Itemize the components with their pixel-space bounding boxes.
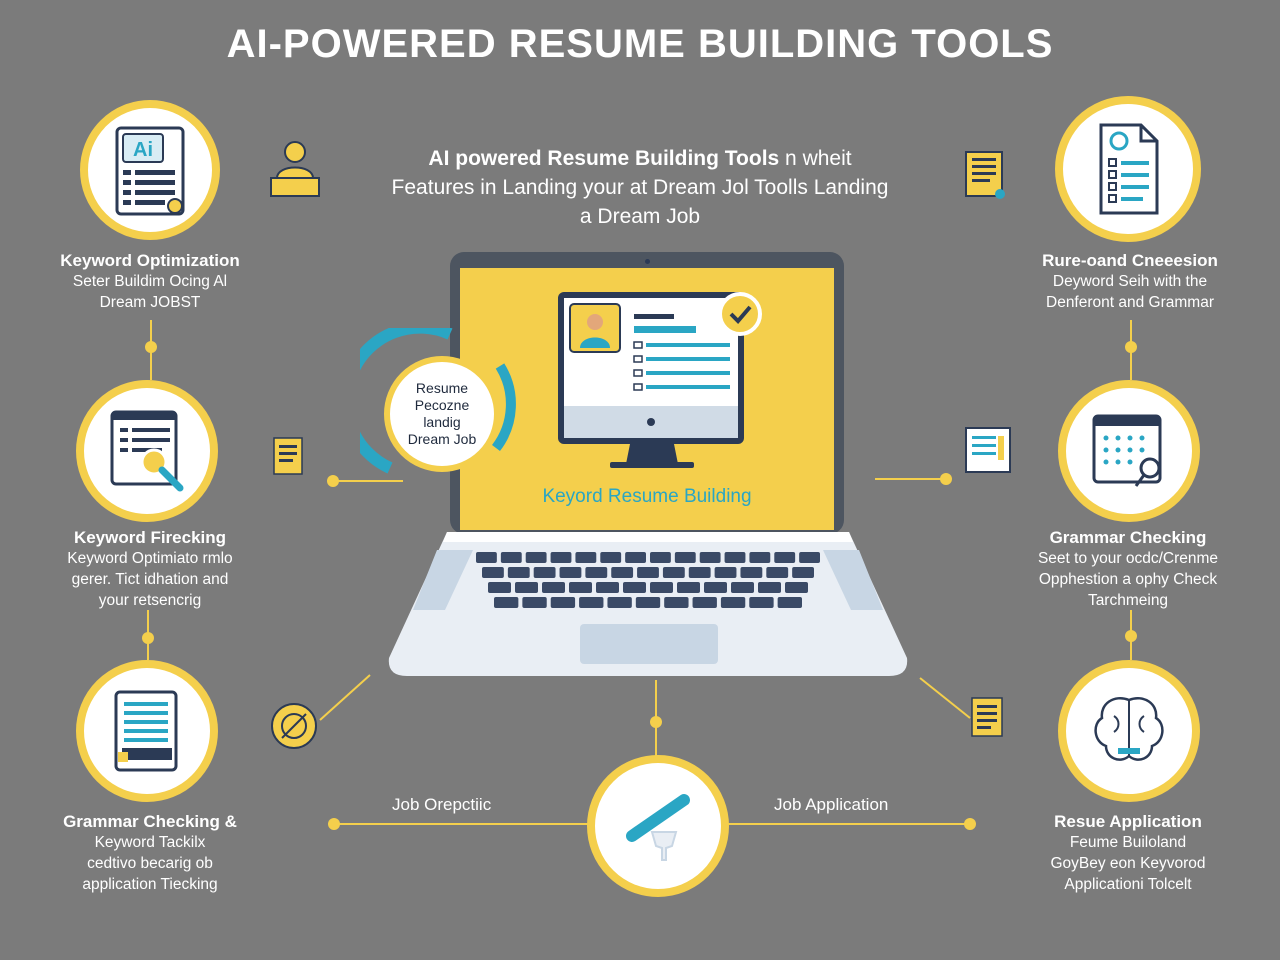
keyboard-key [650, 552, 671, 563]
resume-cohesion-text [1000, 250, 1260, 313]
keyboard-key [542, 582, 565, 593]
grammar-keyword-circle [76, 660, 218, 802]
keyboard-key [560, 567, 582, 578]
keyboard-key [704, 582, 727, 593]
feature-line: your retsencrig [98, 592, 202, 609]
keyboard-key [515, 582, 538, 593]
keyboard-key [526, 552, 547, 563]
keyboard-key [650, 582, 673, 593]
bottom-left-label: Job Orepctiic [392, 795, 492, 814]
feature-line: Seet to your ocdc/Crenme [1037, 550, 1219, 567]
keyboard-key [501, 552, 522, 563]
keyboard-key [677, 582, 700, 593]
feature-line: Keyword Optimiato rmlo [67, 550, 233, 567]
keyboard-key [551, 552, 572, 563]
keyword-tracking-heading: Keyword Firecking [73, 528, 227, 547]
feature-line: Seter Buildim Ocing Al [72, 273, 228, 290]
resume-application-text [998, 811, 1258, 895]
keyboard-keys [476, 552, 820, 614]
feature-line: Feume Builoland [1069, 834, 1187, 851]
keyboard-key [663, 567, 685, 578]
small-note-icon [968, 694, 1008, 742]
feature-line: GoyBey eon Keyvorod [1050, 855, 1206, 872]
connector-dot [940, 473, 952, 485]
connector-line [875, 478, 945, 480]
small-document-icon [962, 148, 1010, 202]
brain-icon [1084, 686, 1174, 776]
feature-line: Tarchmeing [1087, 592, 1169, 609]
resume-application-circle [1058, 660, 1200, 802]
keyboard-key [749, 597, 773, 608]
keyboard-key [551, 597, 575, 608]
keyboard-key [494, 597, 518, 608]
connector-dot [964, 818, 976, 830]
job-application-circle [587, 755, 729, 897]
keyboard-key [476, 552, 497, 563]
intro-line-2: Features in Landing your at Dream Jol Toolls Landing [391, 176, 889, 199]
feature-line: Applicationi Tolcelt [1064, 876, 1192, 893]
keyboard-key [785, 582, 808, 593]
keyboard-key [664, 597, 688, 608]
connector-dot [650, 716, 662, 728]
keyboard-key [636, 597, 660, 608]
connector-dot [1125, 341, 1137, 353]
small-gear-icon [268, 700, 320, 752]
ai-document-icon [105, 120, 195, 220]
keyboard-key [607, 597, 631, 608]
keyboard-key [731, 582, 754, 593]
keyword-tracking-text [20, 527, 280, 611]
keyboard-key [778, 597, 802, 608]
monitor-icon [550, 286, 770, 476]
feature-line: Denferont and Grammar [1046, 294, 1214, 311]
grammar-keyword-text [20, 811, 280, 895]
feature-line: Opphestion a ophy Check [1038, 571, 1218, 588]
keyboard-key [689, 567, 711, 578]
keyboard-key [758, 582, 781, 593]
keyboard-key [725, 552, 746, 563]
keyboard-key [766, 567, 788, 578]
checklist-document-icon [1083, 119, 1173, 219]
keyboard-key [611, 567, 633, 578]
keyboard-key [721, 597, 745, 608]
resume-cohesion-circle [1055, 96, 1201, 242]
intro-line-1: AI powered Resume Building Tools [428, 147, 780, 170]
keyboard-key [675, 552, 696, 563]
keyboard-key [600, 552, 621, 563]
document-list-icon [102, 686, 192, 776]
webcam [645, 259, 650, 264]
connector-dot [327, 475, 339, 487]
page-title: AI-POWERED RESUME BUILDING TOOLS [226, 22, 1054, 66]
small-checklist-icon [268, 434, 308, 478]
intro-text [340, 144, 940, 231]
keyboard-key [596, 582, 619, 593]
brush-icon [618, 786, 698, 866]
keyboard-key [799, 552, 820, 563]
connector-dot [1125, 630, 1137, 642]
keyboard-key [522, 597, 546, 608]
keyboard-key [488, 582, 511, 593]
connector-dot [328, 818, 340, 830]
keyboard-key [740, 567, 762, 578]
keyboard-key [693, 597, 717, 608]
keyboard-key [585, 567, 607, 578]
badge-line: Resume [415, 380, 469, 396]
small-form-icon [962, 424, 1014, 476]
keyword-optimization-heading: Keyword Optimization [60, 251, 240, 270]
keyboard-key [749, 552, 770, 563]
keyboard-key [623, 582, 646, 593]
calendar-grid-icon [1084, 406, 1174, 496]
ai-icon-label: Ai [133, 139, 153, 161]
feature-line: cedtivo becarig ob [87, 855, 213, 872]
badge-line: Pecozne [414, 397, 470, 413]
feature-line: Deyword Seih with the [1052, 273, 1208, 290]
keyboard-key [637, 567, 659, 578]
keyboard-key [625, 552, 646, 563]
resume-cohesion-heading: Rure-oand Cneeesion [1042, 251, 1218, 270]
resume-badge [384, 356, 500, 472]
keyboard-key [700, 552, 721, 563]
keyword-optimization-circle [80, 100, 220, 240]
keyboard-key [569, 582, 592, 593]
connector-dot [142, 632, 154, 644]
grammar-checking-circle [1058, 380, 1200, 522]
keyboard-key [575, 552, 596, 563]
grammar-checking-heading: Grammar Checking [1049, 528, 1207, 547]
keyboard-key [508, 567, 530, 578]
keyboard-key [579, 597, 603, 608]
connector-line [333, 480, 403, 482]
badge-line: landig [423, 414, 461, 430]
person-podium-icon [265, 138, 325, 200]
grammar-keyword-heading: Grammar Checking & [63, 812, 237, 831]
document-magnifier-icon [102, 406, 192, 496]
grammar-checking-text [998, 527, 1258, 611]
intro-line-1-suffix: n wheit [779, 147, 852, 170]
feature-line: application Tiecking [82, 876, 218, 893]
keyboard-key [774, 552, 795, 563]
keyboard-key [715, 567, 737, 578]
keyboard-key [482, 567, 504, 578]
keyword-optimization-text [20, 250, 280, 313]
feature-line: Dream JOBST [99, 294, 201, 311]
screen-caption: Keyord Resume Building [542, 486, 752, 507]
bottom-right-label: Job Application [774, 795, 889, 814]
keyword-tracking-circle [76, 380, 218, 522]
intro-line-3: a Dream Job [579, 205, 701, 228]
badge-line: Dream Job [407, 431, 477, 447]
feature-line: gerer. Tict idhation and [71, 571, 229, 588]
keyboard-key [792, 567, 814, 578]
connector-dot [145, 341, 157, 353]
keyboard-key [534, 567, 556, 578]
feature-line: Keyword Tackilx [94, 834, 206, 851]
resume-application-heading: Resue Application [1054, 812, 1202, 831]
